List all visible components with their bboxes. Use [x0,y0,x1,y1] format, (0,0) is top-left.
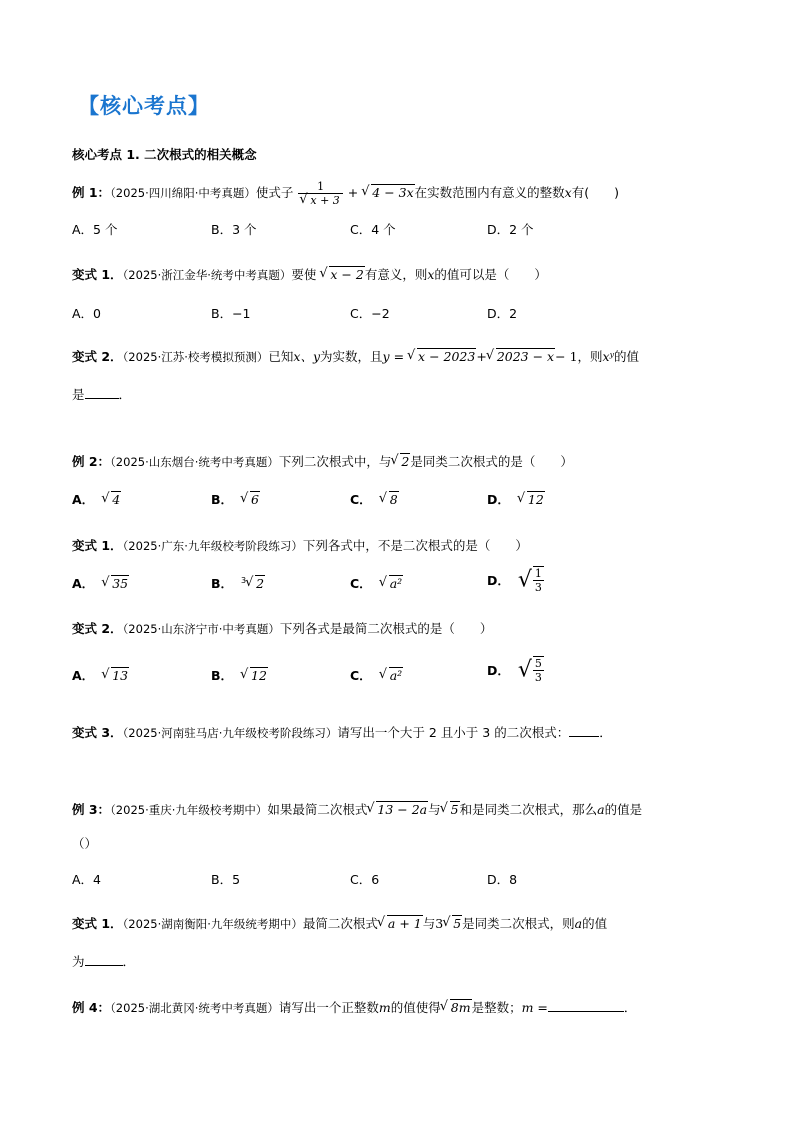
sqrt-sign: √ [517,657,532,683]
power: xʸ [602,349,615,364]
text: ． [118,387,132,402]
option-label: B． [211,576,234,591]
source: （2025·湖南衡阳·九年级统考期中） [122,917,303,931]
variant-2-answer [72,385,131,405]
sqrt [102,668,129,683]
text: 是 [72,387,85,402]
radicand: 8 [389,492,398,507]
radicand: x − 2023 [418,349,476,364]
sqrt [441,998,472,1018]
source: （2025·湖北黄冈·统考中考真题） [110,1001,279,1015]
question-label: 例 2： [72,454,111,469]
source: （2025·四川绵阳·中考真题） [110,186,256,200]
question-label: 变式 2． [72,621,123,636]
radicand: x + 3 [310,194,340,207]
text: ． [623,1000,637,1015]
source: （2025·山东济宁市·中考真题） [122,622,280,636]
option-a[interactable]: A．0 [72,306,102,321]
text: ，则 [577,349,603,364]
example-2-question [72,452,573,472]
radicand: 12 [527,492,544,507]
example-3-paren: （） [72,836,98,851]
sqrt [441,800,460,820]
option-label: C． [350,492,372,507]
fraction [533,566,544,594]
text: 为实数，且 [320,349,383,364]
equation-lhs: y = [382,349,405,364]
option-c[interactable] [350,490,399,508]
option-a[interactable]: A．4 [72,872,102,887]
option-d[interactable]: D．8 [487,872,518,887]
coefficient: 3 [435,916,444,931]
question-label: 变式 3． [72,725,123,740]
option-a[interactable]: A．5 个 [72,222,118,237]
option-d[interactable] [487,566,545,594]
option-label: B． [211,668,234,683]
variant-1-question [72,265,547,285]
sqrt [380,668,403,683]
option-label: C． [350,668,372,683]
source: （2025·浙江金华·统考中考真题） [122,268,292,282]
option-label: A． [72,576,95,591]
option-label: A． [72,492,95,507]
radicand: 5 [450,802,459,817]
radicand: 35 [112,576,129,591]
question-label: 例 1： [72,185,111,200]
e3-variant-1-question [72,914,607,934]
source: （2025·山东烟台·统考中考真题） [110,455,279,469]
radicand: 12 [251,668,267,683]
sqrt [241,668,268,683]
option-label: C． [350,576,372,591]
text: 如果最简二次根式 [267,802,368,817]
text: 和是同类二次根式，那么 [459,802,598,817]
sqrt [380,576,403,591]
question-label: 变式 1． [72,538,123,553]
question-label: 例 4： [72,1000,111,1015]
example-1-question [72,180,619,207]
text: 下列二次根式中，与 [278,454,392,469]
sqrt [378,914,423,934]
option-c[interactable]: C．−2 [350,306,390,321]
text: 要使 [291,267,317,282]
sqrt [380,492,399,507]
text: 是整数； [471,1000,522,1015]
text: 已知 [268,349,294,364]
option-d[interactable] [487,490,545,508]
e2-variant-3-question [72,723,612,743]
numerator: 1 [534,567,542,580]
fraction [298,180,342,207]
sqrt [102,492,121,507]
radicand: a + 1 [387,916,422,931]
radicand: a² [389,668,403,683]
option-label: D． [487,663,510,678]
option-a[interactable] [72,666,129,684]
root-index: 3 [241,575,247,585]
numerator: 5 [534,657,542,670]
option-b[interactable] [211,490,260,508]
radicand: x − 2 [330,267,364,282]
plus: + [347,185,359,200]
sqrt [320,265,364,285]
text: 请写出一个正整数 [278,1000,379,1015]
variable: x [564,185,572,200]
text: 的值 [582,916,608,931]
answer-blank[interactable] [85,386,119,399]
option-c[interactable]: C．6 [350,872,380,887]
question-label: 变式 1． [72,916,123,931]
sqrt [518,492,545,507]
text: 的值使得 [390,1000,441,1015]
sqrt [408,347,476,367]
text: ． [122,954,136,969]
text: 是同类二次根式，则 [462,916,575,931]
sqrt [487,347,555,367]
e3-variant-1-answer [72,952,135,972]
option-label: D． [487,573,510,588]
option-b[interactable]: B．−1 [211,306,251,321]
sqrt [102,576,129,591]
radicand: 2023 − x [496,349,555,364]
radicand: a² [389,576,403,591]
variable: m [378,1000,391,1015]
variables: x、y [293,349,321,364]
option-d[interactable] [487,656,545,684]
text: 是同类二次根式的是（ ） [410,454,573,469]
option-b[interactable] [211,574,265,592]
radicand: 2 [401,454,410,469]
answer-blank[interactable] [569,724,599,737]
option-b[interactable] [211,666,268,684]
text: 有意义，则 [364,267,428,282]
text: 与 [422,916,436,931]
answer-blank[interactable] [85,953,123,966]
option-b[interactable]: B．3 个 [211,222,257,237]
option-a[interactable] [72,490,121,508]
sqrt [241,492,260,507]
option-c[interactable] [350,666,403,684]
source: （2025·广东·九年级校考阶段练习） [122,539,303,553]
text: 使式子 [255,185,294,200]
radicand: 6 [251,492,259,507]
option-label: A． [72,668,95,683]
option-d[interactable]: D．2 个 [487,222,534,237]
variant-2-question [72,347,639,367]
sqrt [362,183,414,203]
e2-variant-2-question [72,619,492,639]
text: 在实数范围内有意义的整数 [414,185,565,200]
source: （2025·江苏·校考模拟预测） [122,350,269,364]
option-label: B． [211,492,234,507]
variable: a [597,802,605,817]
radicand: 4 [112,492,121,507]
text: 下列各式中，不是二次根式的是（ ） [302,538,528,553]
text: 有( ) [571,185,619,200]
text: 下列各式是最简二次根式的是（ ） [279,621,493,636]
option-d[interactable]: D．2 [487,306,518,321]
plus: + [476,349,487,364]
cube-root [246,576,265,591]
radicand: 13 − 2a [377,802,428,817]
example-3-question [72,800,642,820]
variable: a [574,916,583,931]
radicand: 5 [453,916,462,931]
option-c[interactable] [350,574,403,592]
source: （2025·重庆·九年级校考期中） [110,803,268,817]
question-label: 变式 1． [72,267,123,282]
sqrt-sign: √ [517,567,532,593]
denominator: 3 [534,581,542,594]
radicand: 2 [256,576,265,591]
text: ． [599,725,612,740]
option-b[interactable]: B．5 [211,872,241,887]
sqrt [367,800,428,820]
variable: x [427,267,435,282]
text: 请写出一个大于 2 且小于 3 的二次根式： [337,725,570,740]
option-c[interactable]: C．4 个 [350,222,396,237]
text: 的值 [614,349,640,364]
topic-title: 核心考点 1. 二次根式的相关概念 [72,147,257,162]
text: 为 [72,954,85,969]
radicand: 8m [450,1000,471,1015]
text: 的值可以是（ ） [434,267,547,282]
e2-variant-1-question [72,536,528,556]
radicand: 4 − 3x [372,185,414,200]
option-a[interactable] [72,574,129,592]
section-header: 【核心考点】 [78,94,210,118]
text: 的值是 [604,802,643,817]
radicand: 13 [112,668,129,683]
equation-lhs: m = [521,1000,548,1015]
sqrt [443,914,462,934]
denominator: 3 [534,671,542,684]
minus-one: − 1 [555,349,578,364]
numerator: 1 [298,180,342,194]
text: 最简二次根式 [302,916,378,931]
source: （2025·河南驻马店·九年级校考阶段练习） [122,726,338,740]
example-4-question [72,998,636,1018]
question-label: 变式 2． [72,349,123,364]
text: 与 [428,802,441,817]
option-label: D． [487,492,510,507]
question-label: 例 3： [72,802,111,817]
fraction [533,656,544,684]
answer-blank[interactable] [548,999,624,1012]
sqrt [391,452,410,472]
sqrt [300,194,340,207]
